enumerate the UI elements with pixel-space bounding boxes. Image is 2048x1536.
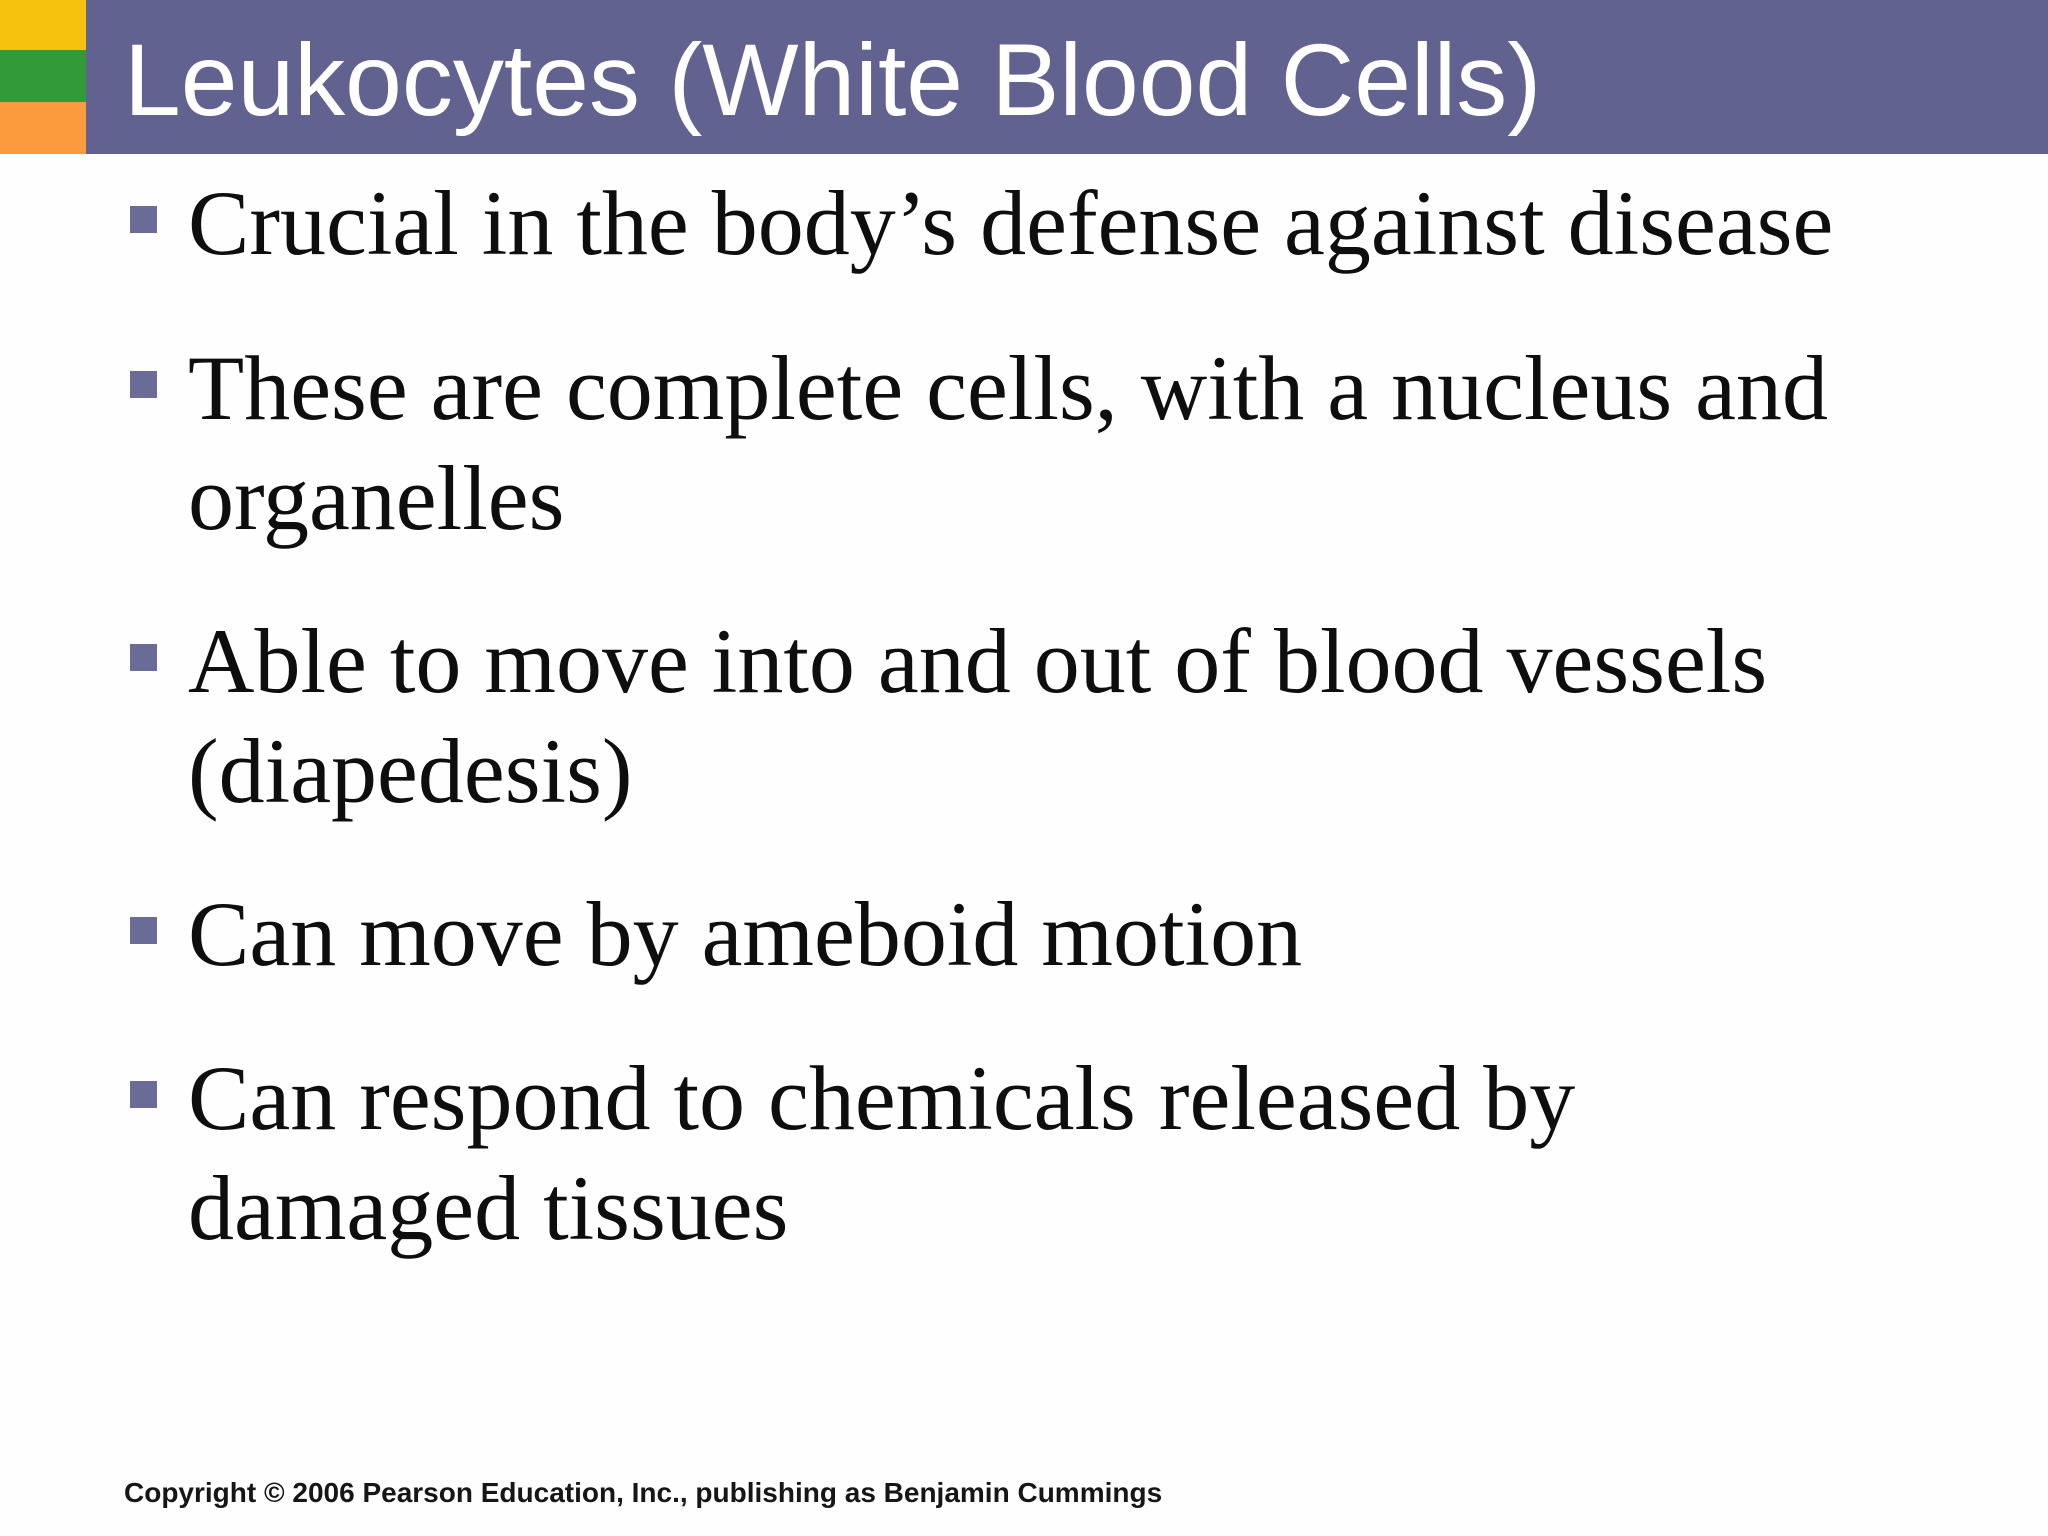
accent-color-strip <box>0 0 86 154</box>
bullet-text: These are complete cells, with a nucleus and organelles <box>188 337 1829 549</box>
accent-orange-block <box>0 102 86 154</box>
slide-title: Leukocytes (White Blood Cells) <box>124 23 1542 137</box>
bullet-text: Can move by ameboid motion <box>188 883 1303 985</box>
bullet-text: Crucial in the body’s defense against disease <box>188 172 1834 274</box>
accent-yellow-block <box>0 0 86 50</box>
bullet-text: Able to move into and out of blood vessels (diapedesis) <box>188 610 1768 822</box>
square-bullet-icon <box>130 917 157 944</box>
accent-green-block <box>0 50 86 102</box>
square-bullet-icon <box>130 206 157 233</box>
square-bullet-icon <box>130 644 157 671</box>
square-bullet-icon <box>130 1081 157 1108</box>
copyright-footer: Copyright © 2006 Pearson Education, Inc., publishing as Benjamin Cummings <box>124 1477 1163 1508</box>
square-bullet-icon <box>130 371 157 398</box>
bullet-text: Can respond to chemicals released by damaged tissues <box>188 1047 1576 1259</box>
